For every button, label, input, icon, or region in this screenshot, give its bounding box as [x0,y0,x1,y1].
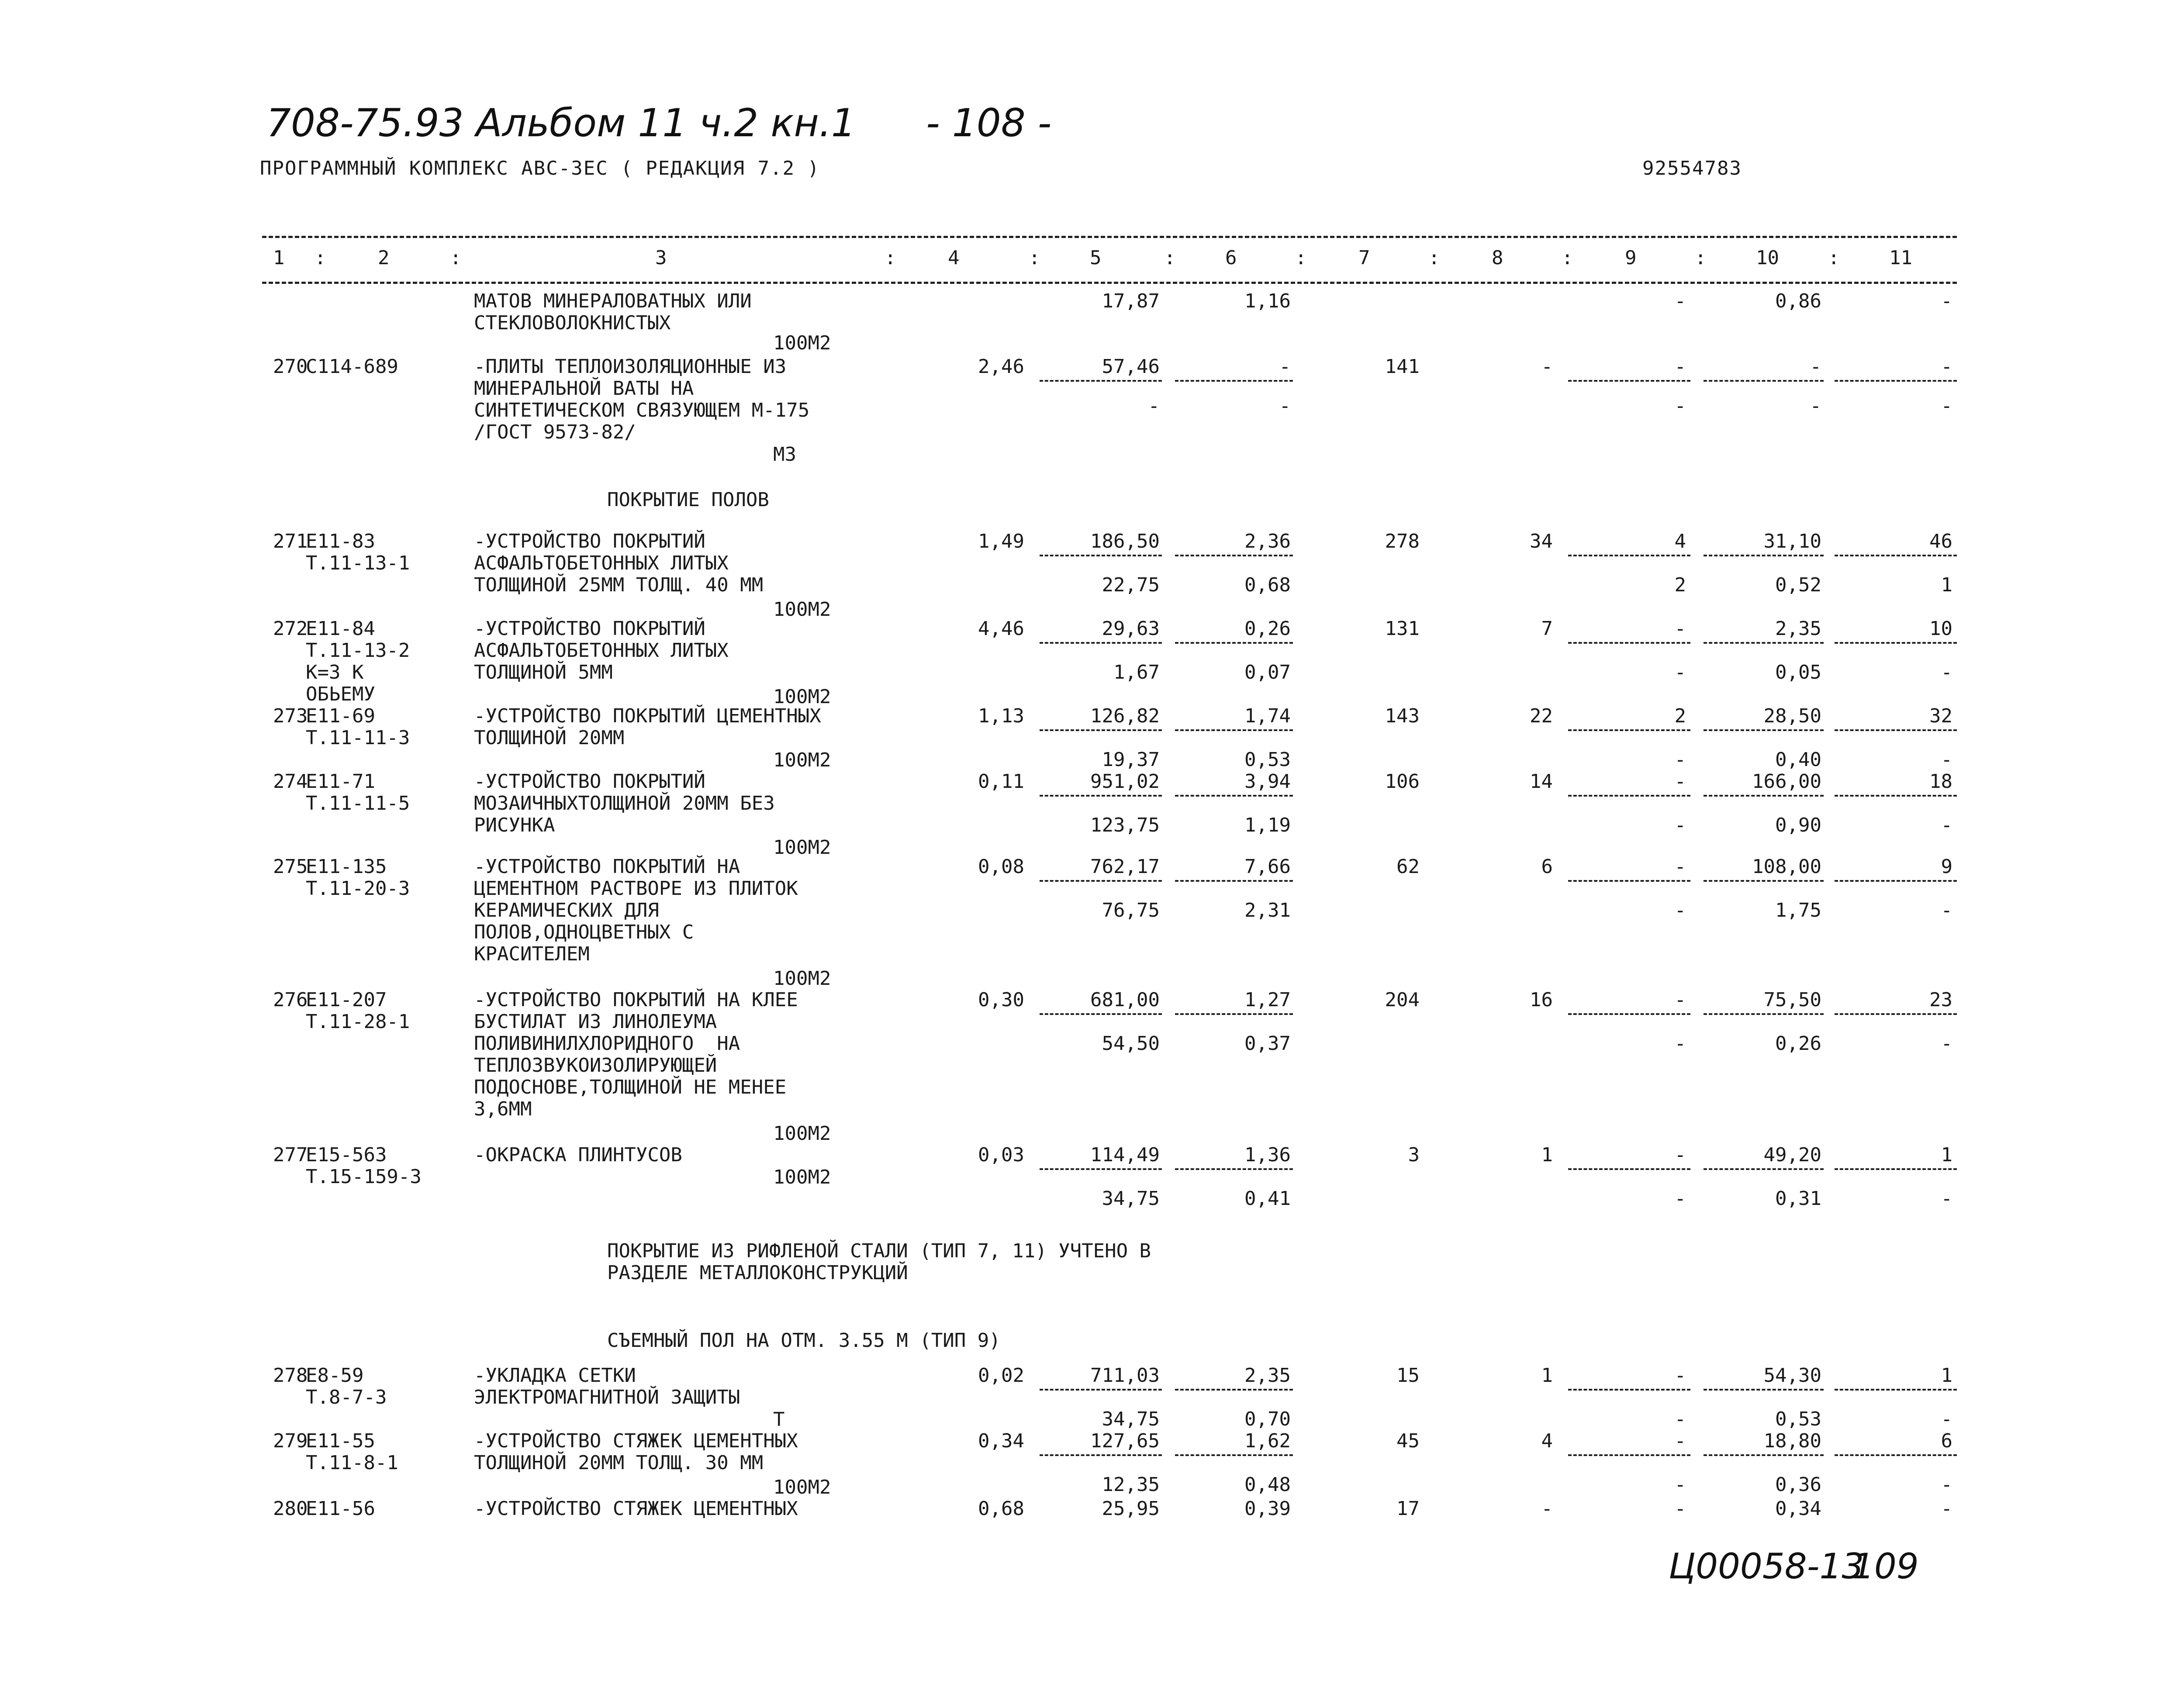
value-c6b: 0,41 [1244,1187,1291,1210]
value-c6: 2,36 [1244,530,1291,552]
value-c5: 57,46 [1102,355,1160,378]
cell-separator [1175,1013,1293,1015]
cell-separator [1568,642,1690,644]
cell-separator [1835,1454,1957,1456]
value-c10b: 0,36 [1775,1474,1821,1496]
cell-separator [1835,880,1957,882]
value-c11: - [1941,355,1952,378]
value-c6: 3,94 [1244,770,1291,793]
col-10-header: 10 [1756,247,1779,269]
col-8-header: 8 [1492,247,1503,269]
cell-separator [1040,795,1162,797]
work-description: -УСТРОЙСТВО СТЯЖЕК ЦЕМЕНТНЫХ [474,1498,798,1520]
value-c9: 2 [1674,705,1686,727]
value-c9b: - [1674,749,1686,771]
cell-separator [1568,555,1690,556]
work-description: -УСТРОЙСТВО ПОКРЫТИЙ НА ЦЕМЕНТНОМ РАСТВОРЕ ИЗ ПЛИТОК КЕРАМИЧЕСКИХ ДЛЯ ПОЛОВ,ОДНОЦВЕТНЫХ С КРАСИТЕЛЕМ [474,856,798,965]
value-c11b: - [1941,1032,1952,1055]
col-divider: : [450,247,462,269]
value-c6: 1,16 [1244,290,1291,312]
work-description: -УСТРОЙСТВО ПОКРЫТИЙ ЦЕМЕНТНЫХ ТОЛЩИНОЙ 20ММ [474,705,821,749]
cell-separator [1175,555,1293,556]
value-c10: 28,50 [1763,705,1821,727]
value-c4: 0,02 [978,1364,1024,1387]
col-1-header: 1 [273,247,285,269]
header-bottom-rule [262,282,1957,284]
value-c8: 1 [1541,1144,1553,1166]
value-c11: 1 [1941,1144,1952,1166]
value-c7: 204 [1385,989,1420,1011]
value-c5b: 34,75 [1102,1187,1160,1210]
row-number: 274 [273,770,308,793]
section-heading-floors: ПОКРЫТИЕ ПОЛОВ [607,489,769,511]
value-c9: - [1674,989,1686,1011]
value-c6: 2,35 [1244,1364,1291,1387]
col-2-header: 2 [378,247,390,269]
norm-code: Е11-135 Т.11-20-3 [306,856,410,900]
value-c5: 127,65 [1090,1430,1160,1452]
col-divider: : [885,247,896,269]
value-c11b: - [1941,1408,1952,1430]
value-c5: 681,00 [1090,989,1160,1011]
norm-code: Е11-84 Т.11-13-2 К=3 К ОБЬЕМУ [306,618,410,705]
handwritten-page-number: - 108 - [926,100,1052,145]
norm-code: Е11-71 Т.11-11-5 [306,770,410,814]
value-c5b: - [1148,395,1160,417]
col-divider: : [1562,247,1573,269]
cell-separator [1835,380,1957,382]
value-c7: 141 [1385,355,1420,378]
col-3-header: 3 [655,247,667,269]
norm-code: Е8-59 Т.8-7-3 [306,1364,387,1408]
value-c7: 143 [1385,705,1420,727]
value-c11: 10 [1929,618,1952,640]
value-c4: 0,08 [978,856,1024,878]
value-c10: 54,30 [1763,1364,1821,1387]
value-c9: 4 [1674,530,1686,552]
value-c6b: 0,70 [1244,1408,1291,1430]
work-description: -ОКРАСКА ПЛИНТУСОВ [474,1144,682,1166]
row-number: 272 [273,618,308,640]
value-c8: - [1541,1498,1553,1520]
value-c9: - [1674,355,1686,378]
value-c9: - [1674,290,1686,312]
value-c5b: 19,37 [1102,749,1160,771]
row-number: 279 [273,1430,308,1452]
value-c11b: - [1941,1474,1952,1496]
value-c11: 1 [1941,1364,1952,1387]
value-c10: 75,50 [1763,989,1821,1011]
work-description: -УСТРОЙСТВО ПОКРЫТИЙ АСФАЛЬТОБЕТОННЫХ ЛИТЫХ ТОЛЩИНОЙ 5ММ [474,618,729,683]
cell-separator [1175,1168,1293,1170]
value-c11: - [1941,290,1952,312]
work-description: -УСТРОЙСТВО ПОКРЫТИЙ МОЗАИЧНЫХТОЛЩИНОЙ 20ММ БЕЗ РИСУНКА [474,770,775,836]
value-c4: 0,68 [978,1498,1024,1520]
cell-separator [1568,795,1690,797]
value-c5: 762,17 [1090,856,1160,878]
value-c11: 46 [1929,530,1952,552]
norm-code: С114-689 [306,355,398,378]
unit-of-measure: Т [773,1408,785,1431]
value-c10b: 0,26 [1775,1032,1821,1055]
work-description: -УКЛАДКА СЕТКИ ЭЛЕКТРОМАГНИТНОЙ ЗАЩИТЫ [474,1364,740,1408]
value-c6: 0,39 [1244,1498,1291,1520]
value-c8: 7 [1541,618,1553,640]
unit-of-measure: 100М2 [773,598,831,621]
value-c10b: 0,40 [1775,749,1821,771]
value-c6: 1,62 [1244,1430,1291,1452]
value-c7: 45 [1396,1430,1420,1452]
value-c11b: - [1941,814,1952,836]
cell-separator [1175,1389,1293,1391]
value-c11b: - [1941,661,1952,683]
value-c11b: - [1941,749,1952,771]
value-c7: 278 [1385,530,1420,552]
handwritten-footer-page: 109 [1852,1546,1919,1587]
value-c9: - [1674,1498,1686,1520]
value-c8: 4 [1541,1430,1553,1452]
cell-separator [1040,380,1162,382]
unit-of-measure: 100М2 [773,1122,831,1145]
value-c9b: - [1674,661,1686,683]
cell-separator [1175,1454,1293,1456]
row-number: 280 [273,1498,308,1520]
value-c9b: - [1674,899,1686,921]
norm-code: Е11-69 Т.11-11-3 [306,705,410,749]
unit-of-measure: 100М2 [773,836,831,859]
value-c11b: 1 [1941,574,1952,596]
cell-separator [1175,642,1293,644]
cell-separator [1040,1013,1162,1015]
unit-of-measure: 100М2 [773,749,831,771]
value-c4: 4,46 [978,618,1024,640]
cell-separator [1040,729,1162,731]
value-c6: 1,27 [1244,989,1291,1011]
value-c6b: 0,07 [1244,661,1291,683]
row-number: 275 [273,856,308,878]
value-c8: 34 [1530,530,1553,552]
cell-separator [1704,880,1824,882]
value-c5: 29,63 [1102,618,1160,640]
value-c10b: 0,05 [1775,661,1821,683]
handwritten-footer-code: Ц00058-13 [1669,1546,1864,1587]
value-c5: 17,87 [1102,290,1160,312]
value-c4: 0,30 [978,989,1024,1011]
col-divider: : [1295,247,1307,269]
col-4-header: 4 [948,247,960,269]
unit-of-measure: 100М2 [773,1166,831,1188]
work-description: МАТОВ МИНЕРАЛОВАТНЫХ ИЛИ СТЕКЛОВОЛОКНИСТЫХ [474,290,752,334]
col-7-header: 7 [1358,247,1370,269]
cell-separator [1568,380,1690,382]
row-number: 276 [273,989,308,1011]
value-c6b: 0,53 [1244,749,1291,771]
value-c8: 1 [1541,1364,1553,1387]
value-c9: - [1674,618,1686,640]
col-divider: : [1428,247,1440,269]
value-c5: 186,50 [1090,530,1160,552]
value-c6: 7,66 [1244,856,1291,878]
value-c5b: 1,67 [1113,661,1160,683]
value-c4: 0,03 [978,1144,1024,1166]
row-number: 270 [273,355,308,378]
value-c10: 0,34 [1775,1498,1821,1520]
value-c10b: 0,52 [1775,574,1821,596]
col-divider: : [1164,247,1176,269]
cell-separator [1835,1013,1957,1015]
work-description: -УСТРОЙСТВО СТЯЖЕК ЦЕМЕНТНЫХ ТОЛЩИНОЙ 20ММ ТОЛЩ. 30 ММ [474,1430,798,1474]
cell-separator [1704,555,1824,556]
value-c11: - [1941,1498,1952,1520]
cell-separator [1175,880,1293,882]
value-c9b: - [1674,1474,1686,1496]
value-c10: 49,20 [1763,1144,1821,1166]
value-c5b: 12,35 [1102,1474,1160,1496]
unit-of-measure: 100М2 [773,686,831,708]
value-c6b: 2,31 [1244,899,1291,921]
value-c5b: 34,75 [1102,1408,1160,1430]
value-c6b: - [1279,395,1291,417]
value-c8: 16 [1530,989,1553,1011]
program-header: ПРОГРАММНЫЙ КОМПЛЕКС АВС-3ЕС ( РЕДАКЦИЯ 7.2 ) [260,157,820,179]
col-divider: : [1695,247,1707,269]
cell-separator [1040,1454,1162,1456]
value-c10b: 0,53 [1775,1408,1821,1430]
section-heading-raised-floor: СЪЕМНЫЙ ПОЛ НА ОТМ. 3.55 М (ТИП 9) [607,1329,1001,1352]
value-c7: 131 [1385,618,1420,640]
value-c5: 711,03 [1090,1364,1160,1387]
col-11-header: 11 [1889,247,1912,269]
document-code: 92554783 [1642,157,1742,179]
value-c11: 18 [1929,770,1952,793]
value-c5: 126,82 [1090,705,1160,727]
header-top-rule [262,236,1957,238]
unit-of-measure: М3 [773,443,796,466]
cell-separator [1175,380,1293,382]
value-c5b: 76,75 [1102,899,1160,921]
cell-separator [1835,795,1957,797]
cell-separator [1704,729,1824,731]
cell-separator [1704,1168,1824,1170]
unit-of-measure: 100М2 [773,967,831,990]
value-c10: 108,00 [1752,856,1821,878]
cell-separator [1568,1013,1690,1015]
norm-code: Е15-563 Т.15-159-3 [306,1144,422,1188]
cell-separator [1040,642,1162,644]
cell-separator [1040,555,1162,556]
cell-separator [1835,729,1957,731]
value-c8: 6 [1541,856,1553,878]
cell-separator [1040,1168,1162,1170]
value-c10b: 1,75 [1775,899,1821,921]
cell-separator [1568,1454,1690,1456]
value-c8: 14 [1530,770,1553,793]
cell-separator [1568,1389,1690,1391]
value-c7: 17 [1396,1498,1420,1520]
value-c4: 2,46 [978,355,1024,378]
value-c9b: - [1674,1032,1686,1055]
value-c11: 32 [1929,705,1952,727]
cell-separator [1835,642,1957,644]
value-c9: - [1674,1430,1686,1452]
value-c4: 1,13 [978,705,1024,727]
value-c6b: 0,48 [1244,1474,1291,1496]
value-c10: 0,86 [1775,290,1821,312]
value-c11b: - [1941,899,1952,921]
value-c9b: - [1674,814,1686,836]
value-c6: - [1279,355,1291,378]
value-c9: - [1674,1144,1686,1166]
value-c10: 166,00 [1752,770,1821,793]
value-c11: 23 [1929,989,1952,1011]
cell-separator [1704,642,1824,644]
value-c4: 0,11 [978,770,1024,793]
value-c9b: 2 [1674,574,1686,596]
col-9-header: 9 [1625,247,1637,269]
value-c7: 3 [1408,1144,1420,1166]
value-c11: 9 [1941,856,1952,878]
norm-code: Е11-207 Т.11-28-1 [306,989,410,1033]
cell-separator [1704,1013,1824,1015]
work-description: -УСТРОЙСТВО ПОКРЫТИЙ НА КЛЕЕ БУСТИЛАТ ИЗ ЛИНОЛЕУМА ПОЛИВИНИЛХЛОРИДНОГО НА ТЕПЛОЗВУКОИЗОЛИРУЮЩЕЙ ПОДОСНОВЕ,ТОЛЩИНОЙ НЕ МЕНЕЕ 3,6ММ [474,989,798,1120]
unit-of-measure: 100М2 [773,332,831,354]
unit-of-measure: 100М2 [773,1476,831,1498]
value-c6b: 1,19 [1244,814,1291,836]
cell-separator [1704,795,1824,797]
cell-separator [1040,880,1162,882]
value-c5b: 54,50 [1102,1032,1160,1055]
value-c6b: 0,37 [1244,1032,1291,1055]
cell-separator [1568,880,1690,882]
norm-code: Е11-55 Т.11-8-1 [306,1430,398,1474]
value-c10b: - [1810,395,1821,417]
value-c5: 114,49 [1090,1144,1160,1166]
cell-separator [1040,1389,1162,1391]
cell-separator [1568,729,1690,731]
col-5-header: 5 [1090,247,1102,269]
col-divider: : [1828,247,1840,269]
cell-separator [1835,1168,1957,1170]
row-number: 277 [273,1144,308,1166]
value-c9b: - [1674,1187,1686,1210]
value-c4: 0,34 [978,1430,1024,1452]
value-c10: 31,10 [1763,530,1821,552]
row-number: 271 [273,530,308,552]
value-c5b: 123,75 [1090,814,1160,836]
work-description: -УСТРОЙСТВО ПОКРЫТИЙ АСФАЛЬТОБЕТОННЫХ ЛИТЫХ ТОЛЩИНОЙ 25ММ ТОЛЩ. 40 ММ [474,530,764,596]
value-c9: - [1674,856,1686,878]
cell-separator [1835,1389,1957,1391]
value-c6: 0,26 [1244,618,1291,640]
cell-separator [1704,1454,1824,1456]
value-c6b: 0,68 [1244,574,1291,596]
col-6-header: 6 [1225,247,1237,269]
section-heading-steel: ПОКРЫТИЕ ИЗ РИФЛЕНОЙ СТАЛИ (ТИП 7, 11) УЧТЕНО В РАЗДЕЛЕ МЕТАЛЛОКОНСТРУКЦИЙ [607,1240,1151,1284]
norm-code: Е11-56 [306,1498,375,1520]
value-c9b: - [1674,395,1686,417]
value-c7: 106 [1385,770,1420,793]
value-c5: 25,95 [1102,1498,1160,1520]
value-c11b: - [1941,1187,1952,1210]
col-divider: : [314,247,326,269]
value-c9b: - [1674,1408,1686,1430]
value-c10: - [1810,355,1821,378]
value-c5: 951,02 [1090,770,1160,793]
value-c8: - [1541,355,1553,378]
row-number: 273 [273,705,308,727]
handwritten-header: 708-75.93 Альбом 11 ч.2 кн.1 [266,100,856,145]
row-number: 278 [273,1364,308,1387]
value-c8: 22 [1530,705,1553,727]
cell-separator [1175,729,1293,731]
cell-separator [1175,795,1293,797]
value-c10b: 0,90 [1775,814,1821,836]
value-c7: 15 [1396,1364,1420,1387]
value-c10: 2,35 [1775,618,1821,640]
col-divider: : [1029,247,1040,269]
value-c6: 1,74 [1244,705,1291,727]
value-c9: - [1674,1364,1686,1387]
cell-separator [1704,1389,1824,1391]
value-c10: 18,80 [1763,1430,1821,1452]
cell-separator [1835,555,1957,556]
value-c4: 1,49 [978,530,1024,552]
value-c7: 62 [1396,856,1420,878]
value-c6: 1,36 [1244,1144,1291,1166]
value-c9: - [1674,770,1686,793]
value-c5b: 22,75 [1102,574,1160,596]
work-description: -ПЛИТЫ ТЕПЛОИЗОЛЯЦИОННЫЕ ИЗ МИНЕРАЛЬНОЙ ВАТЫ НА СИНТЕТИЧЕСКОМ СВЯЗУЮЩЕМ М-175 /ГОСТ 9573-82/ [474,355,810,443]
value-c11: 6 [1941,1430,1952,1452]
value-c10b: 0,31 [1775,1187,1821,1210]
norm-code: Е11-83 Т.11-13-1 [306,530,410,574]
value-c11b: - [1941,395,1952,417]
cell-separator [1704,380,1824,382]
cell-separator [1568,1168,1690,1170]
